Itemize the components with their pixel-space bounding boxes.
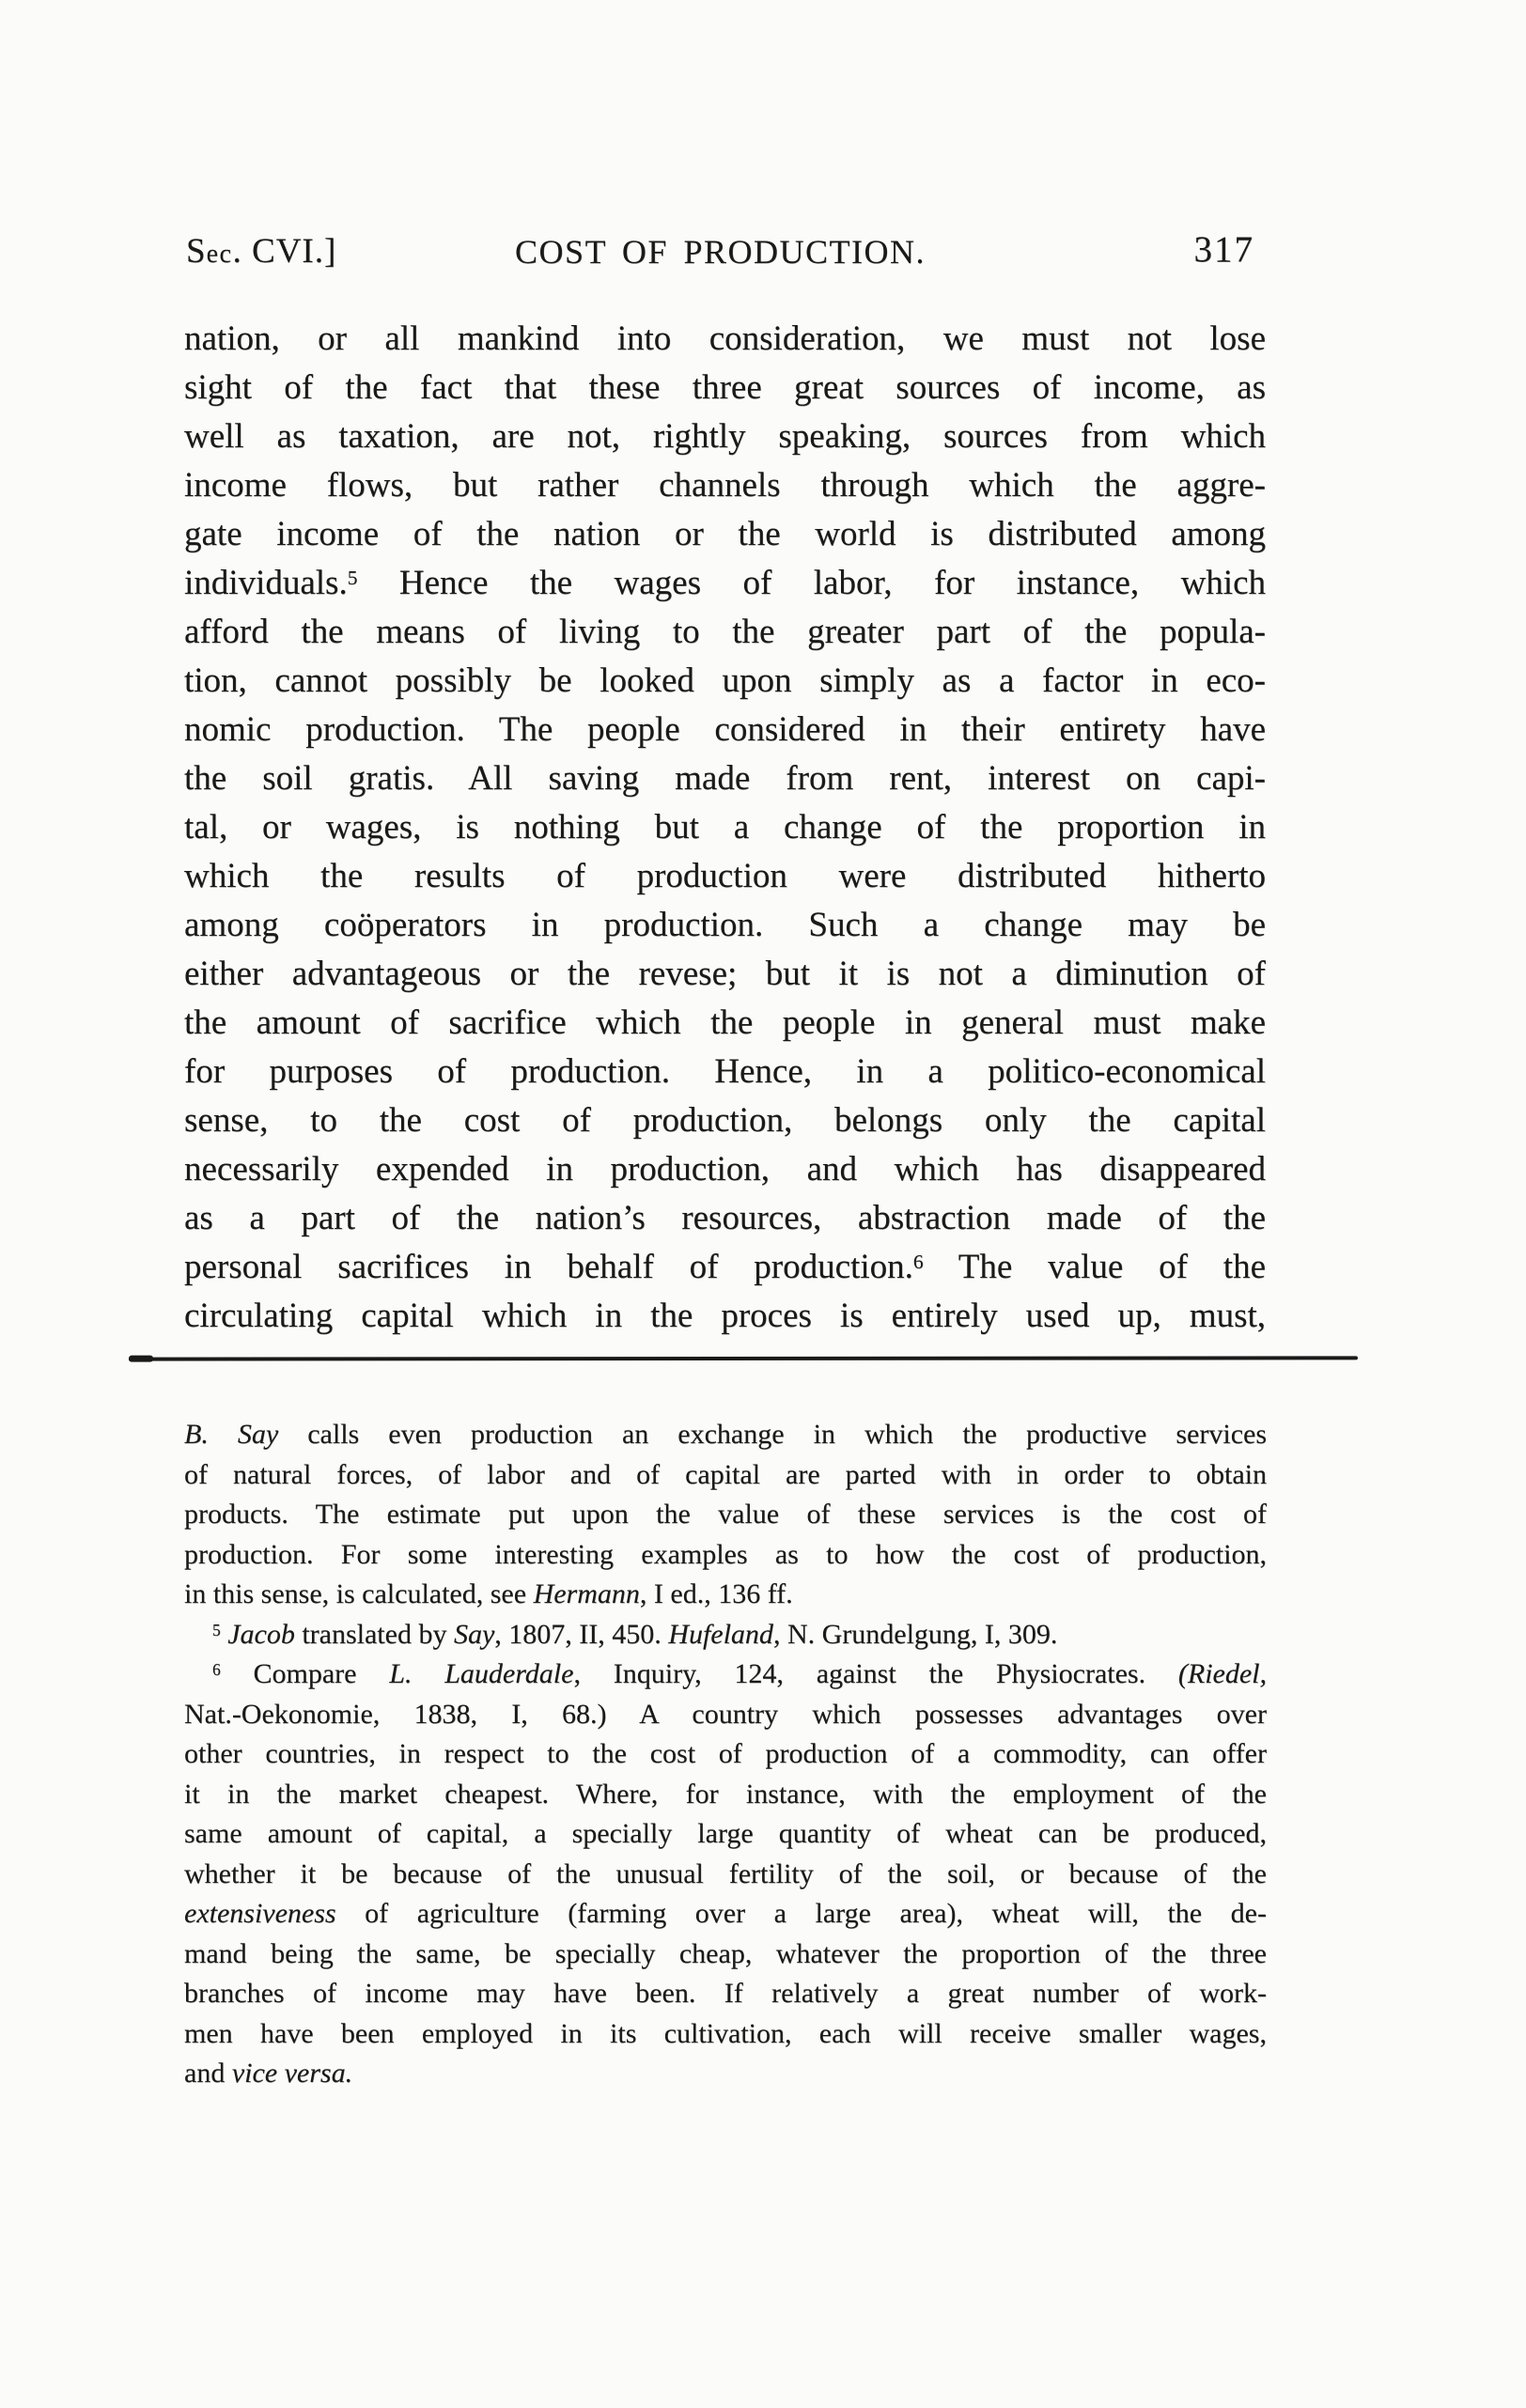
text-line: either advantageous or the revese; but it is not a diminution of <box>184 955 1266 993</box>
text-line: sight of the fact that these three great sources of income, as <box>184 368 1266 407</box>
text-line: the amount of sacrifice which the people in general must make <box>184 1003 1266 1042</box>
text-line: Nat.-Oekonomie, 1838, I, 68.) A country which possesses advantages over <box>184 1698 1267 1730</box>
footnote-separator-rule <box>129 1356 1358 1360</box>
text-line: of natural forces, of labor and of capital are parted with in order to obtain <box>184 1458 1267 1490</box>
text-line: sense, to the cost of production, belongs only the capital <box>184 1101 1266 1140</box>
text-line: nation, or all mankind into consideration, we must not lose <box>184 319 1266 358</box>
text-line: $^5$ Jacob translated by Say, 1807, II, 450. Hufeland, N. Grundelgung, I, 309. <box>212 1618 1058 1650</box>
text-line: B. Say calls even production an exchange in which the productive services <box>184 1419 1267 1450</box>
text-line: extensiveness of agriculture (farming over a large area), wheat will, the de- <box>184 1898 1267 1929</box>
text-line: same amount of capital, a specially large quantity of wheat can be produced, <box>184 1818 1267 1849</box>
text-line: personal sacrifices in behalf of production.$^6$ The value of the <box>184 1248 1266 1286</box>
text-line: and vice versa. <box>184 2058 353 2089</box>
text-line: income flows, but rather channels through which the aggre- <box>184 466 1266 505</box>
text-line: tion, cannot possibly be looked upon simply as a factor in eco- <box>184 661 1266 700</box>
text-line: individuals.$^5$ Hence the wages of labor, for instance, which <box>184 564 1266 602</box>
text-line: afford the means of living to the greater part of the popula- <box>184 613 1266 651</box>
text-line: $^6$ Compare L. Lauderdale, Inquiry, 124, against the Physiocrates. (Riedel, <box>212 1658 1267 1689</box>
text-line: production. For some interesting examples as to how the cost of production, <box>184 1538 1267 1570</box>
text-line: for purposes of production. Hence, in a politico-economical <box>184 1052 1266 1091</box>
body-text <box>184 315 1266 1341</box>
text-line: as a part of the nation’s resources, abstraction made of the <box>184 1199 1266 1237</box>
page-header <box>186 229 1254 274</box>
text-line: among coöperators in production. Such a change may be <box>184 906 1266 944</box>
text-line: whether it be because of the unusual fertility of the soil, or because of the <box>184 1857 1267 1889</box>
footnotes <box>184 1415 1267 2094</box>
text-line: men have been employed in its cultivation, each will receive smaller wages, <box>184 2017 1267 2049</box>
text-line: the soil gratis. All saving made from rent, interest on capi- <box>184 759 1266 798</box>
text-line: necessarily expended in production, and which has disappeared <box>184 1150 1266 1188</box>
text-line: well as taxation, are not, rightly speaking, sources from which <box>184 417 1266 456</box>
text-line: gate income of the nation or the world is distributed among <box>184 515 1266 553</box>
text-line: in this sense, is calculated, see Hermann, I ed., 136 ff. <box>184 1578 793 1609</box>
text-line: tal, or wages, is nothing but a change of the proportion in <box>184 808 1266 847</box>
section-label: Sec. CVI.] <box>186 232 337 271</box>
text-line: products. The estimate put upon the value of these services is the cost of <box>184 1499 1267 1530</box>
text-line: mand being the same, be specially cheap, whatever the proportion of the three <box>184 1937 1267 1969</box>
text-line: nomic production. The people considered in their entirety have <box>184 710 1266 749</box>
text-line: branches of income may have been. If relatively a great number of work- <box>184 1978 1267 2009</box>
running-title: COST OF PRODUCTION. <box>515 233 926 271</box>
text-line: circulating capital which in the proces is entirely used up, must, <box>184 1297 1266 1335</box>
text-line: it in the market cheapest. Where, for instance, with the employment of the <box>184 1778 1267 1810</box>
text-line: which the results of production were distributed hitherto <box>184 857 1266 895</box>
text-line: other countries, in respect to the cost of production of a commodity, can offer <box>184 1738 1267 1769</box>
page-number: 317 <box>1193 229 1254 270</box>
